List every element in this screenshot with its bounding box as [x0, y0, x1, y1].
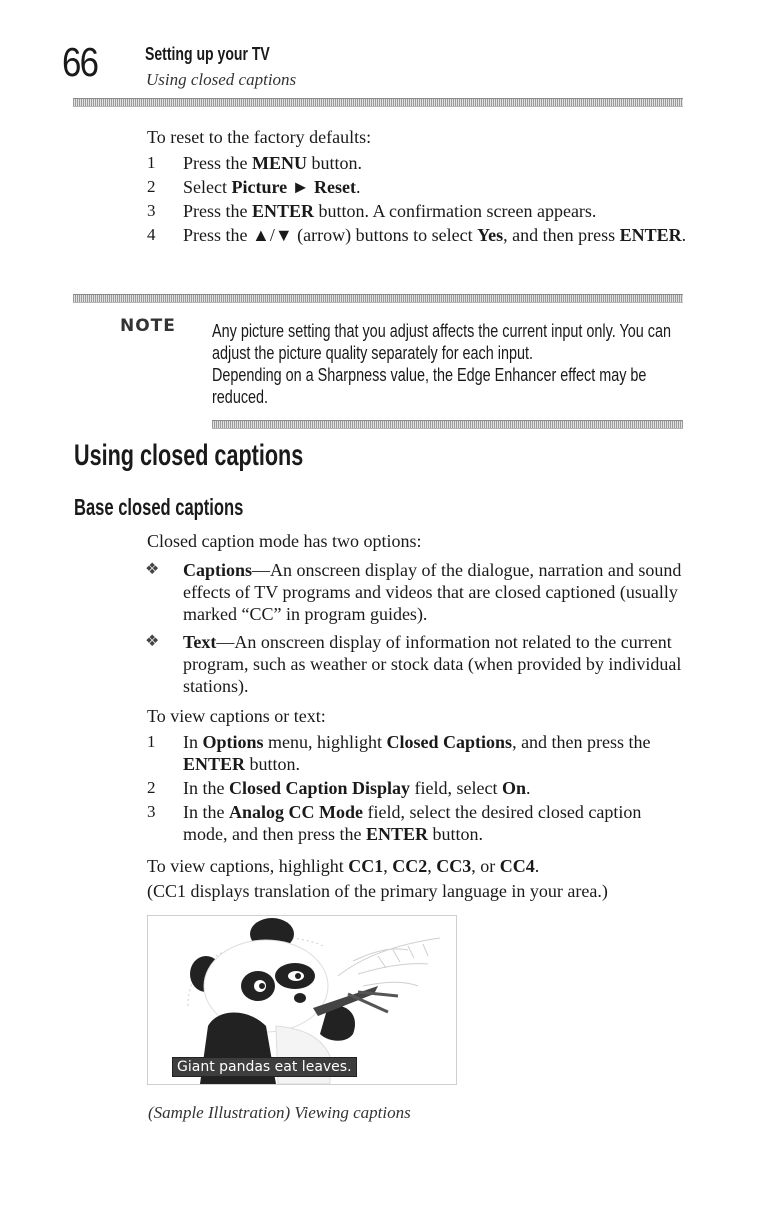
reset-step: 4 Press the ▲/▼ (arrow) buttons to select Yes, and then press ENTER.	[147, 225, 687, 245]
diamond-bullet-icon: ❖	[145, 561, 160, 578]
section-subtitle: Using closed captions	[146, 70, 297, 89]
header-rule	[73, 98, 683, 107]
view-step: 2 In the Closed Caption Display field, select On.	[147, 778, 531, 798]
captions-line: To view captions, highlight CC1, CC2, CC3, or CC4.	[147, 856, 540, 876]
reset-intro: To reset to the factory defaults:	[147, 127, 372, 147]
section-heading: Using closed captions	[74, 439, 304, 472]
diamond-bullet-icon: ❖	[145, 633, 160, 650]
step-number: 2	[147, 778, 156, 797]
reset-step: 2 Select Picture ► Reset.	[147, 177, 361, 197]
view-step: 1 In Options menu, highlight Closed Captions, and then press the ENTER button.	[147, 732, 651, 774]
down-arrow-icon: ▼	[274, 225, 293, 245]
step-number: 3	[147, 802, 156, 821]
cc-options-list	[147, 559, 685, 703]
subsection-heading: Base closed captions	[74, 494, 244, 520]
note-text	[212, 320, 676, 408]
note-bottom-rule	[212, 420, 683, 429]
step-number: 3	[147, 201, 156, 220]
figure-caption: (Sample Illustration) Viewing captions	[148, 1103, 411, 1122]
list-item: ❖ Captions—An onscreen display of the dialogue, narration and sound effects of TV programs and videos that are closed captioned (usually marked “CC” in program guides).	[145, 560, 682, 624]
sample-illustration	[147, 915, 457, 1085]
step-number: 1	[147, 732, 156, 751]
list-item: ❖ Text—An onscreen display of information not related to the current program, such as weather or stock data (when provided by individual stations).	[145, 632, 682, 696]
page-number: 66	[62, 39, 98, 85]
reset-step: 3 Press the ENTER button. A confirmation screen appears.	[147, 201, 597, 221]
reset-steps	[147, 152, 697, 248]
step-number: 4	[147, 225, 156, 244]
cc-intro: Closed caption mode has two options:	[147, 531, 422, 551]
reset-step: 1 Press the MENU button.	[147, 153, 363, 173]
chapter-title: Setting up your TV	[145, 44, 270, 64]
note-line: Depending on a Sharpness value, the Edge Enhancer effect may be reduced.	[212, 365, 647, 407]
view-steps	[147, 731, 687, 847]
step-number: 2	[147, 177, 156, 196]
note-line: Any picture setting that you adjust affects the current input only. You can adjust the picture quality separately for each input.	[212, 321, 671, 363]
note-top-rule	[73, 294, 683, 303]
up-arrow-icon: ▲	[252, 225, 270, 245]
view-step: 3 In the Analog CC Mode field, select the desired closed caption mode, and then press the ENTER button.	[147, 802, 642, 844]
view-intro: To view captions or text:	[147, 706, 326, 726]
note-label: NOTE	[120, 316, 176, 336]
cc1-note: (CC1 displays translation of the primary language in your area.)	[147, 881, 608, 901]
caption-text-bar: Giant pandas eat leaves.	[172, 1057, 357, 1077]
step-number: 1	[147, 153, 156, 172]
